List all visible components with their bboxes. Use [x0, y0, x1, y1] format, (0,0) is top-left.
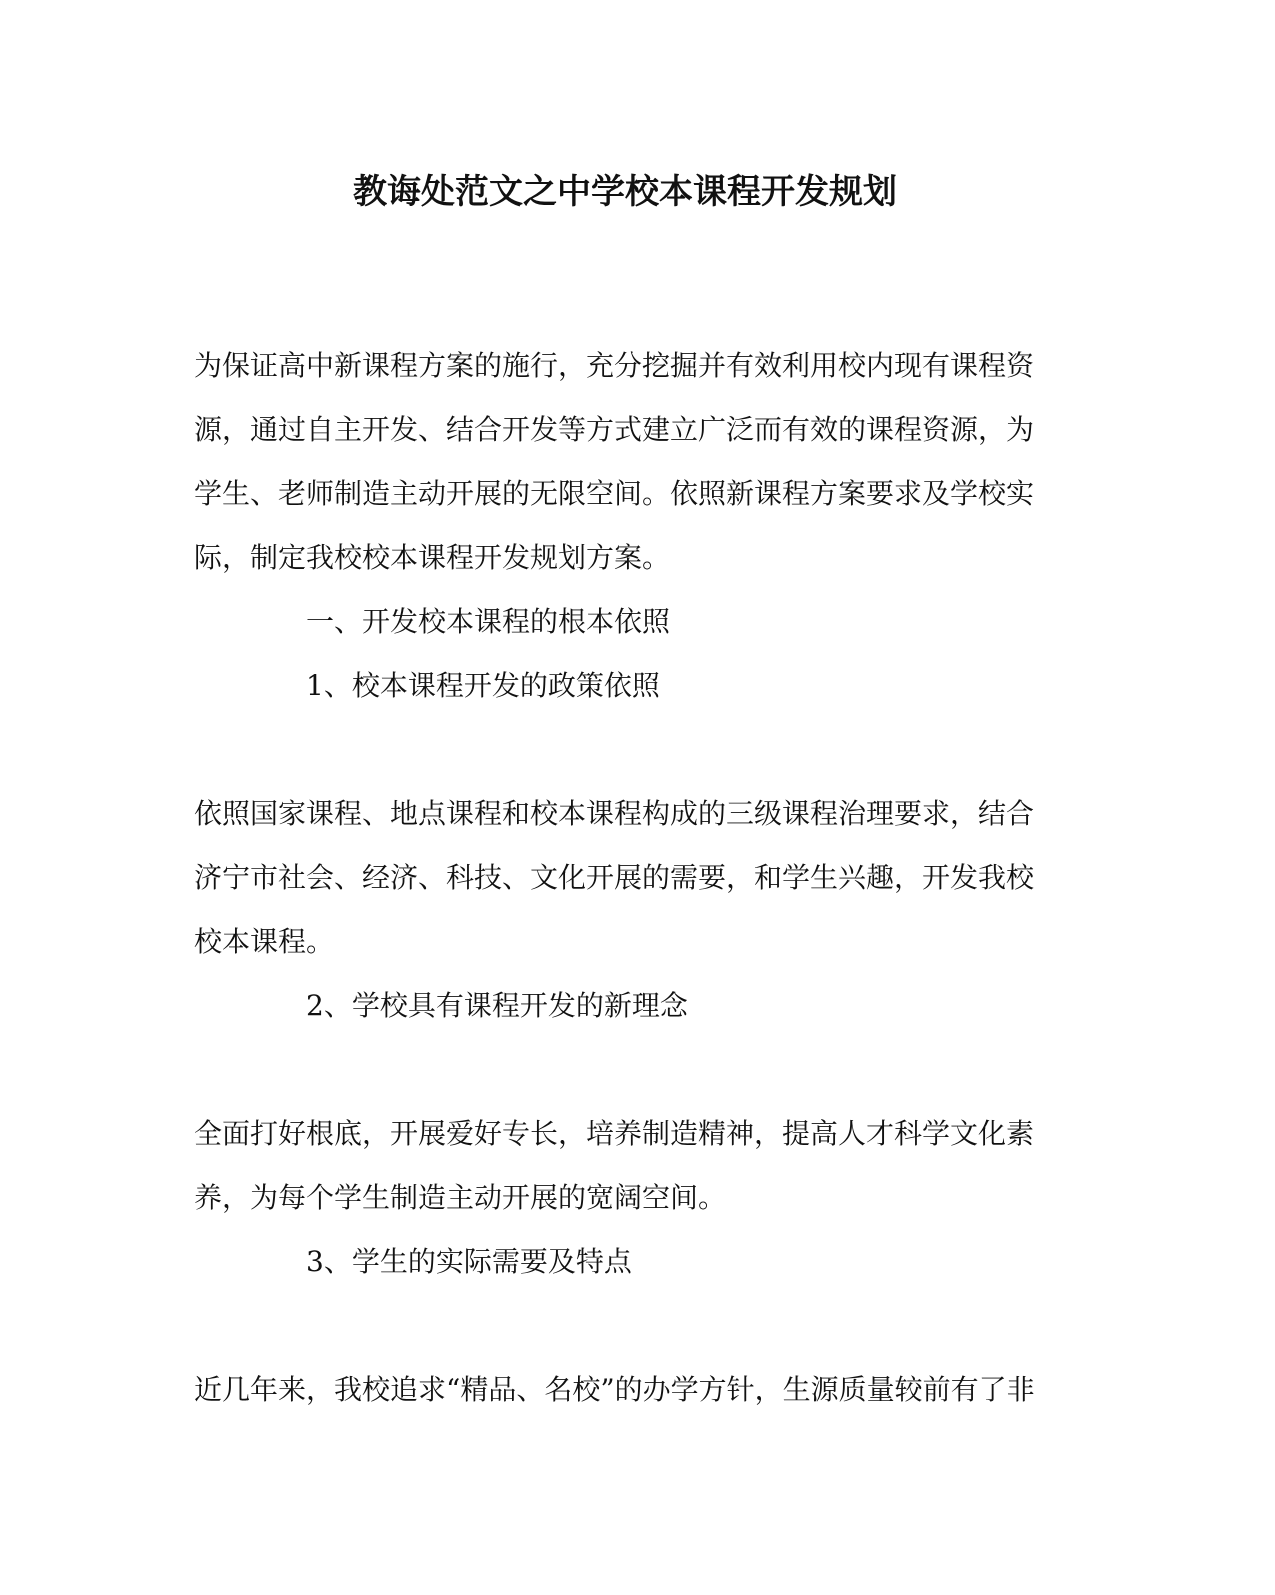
subsection-heading-3: 3、学生的实际需要及特点: [306, 1245, 632, 1278]
paragraph-intro: 为保证高中新课程方案的施行，充分挖掘并有效利用校内现有课程资源，通过自主开发、结合开发等方式建立广泛而有效的课程资源，为学生、老师制造主动开展的无限空间。依照新课程方案要求及学校实际，制定我校校本课程开发规划方案。: [194, 349, 1035, 574]
paragraph-student-needs: 近几年来，我校追求“精品、名校”的办学方针，生源质量较前有了非: [194, 1373, 1035, 1406]
paragraph-policy-basis: 依照国家课程、地点课程和校本课程构成的三级课程治理要求，结合济宁市社会、经济、科技、文化开展的需要，和学生兴趣，开发我校校本课程。: [194, 797, 1035, 958]
document-title: 教诲处范文之中学校本课程开发规划: [353, 172, 897, 212]
section-heading-1: 一、开发校本课程的根本依照: [306, 605, 671, 638]
subsection-heading-1: 1、校本课程开发的政策依照: [306, 669, 660, 702]
subsection-heading-2: 2、学校具有课程开发的新理念: [306, 989, 688, 1022]
paragraph-new-concept: 全面打好根底，开展爱好专长，培养制造精神，提高人才科学文化素养，为每个学生制造主动开展的宽阔空间。: [194, 1117, 1035, 1214]
